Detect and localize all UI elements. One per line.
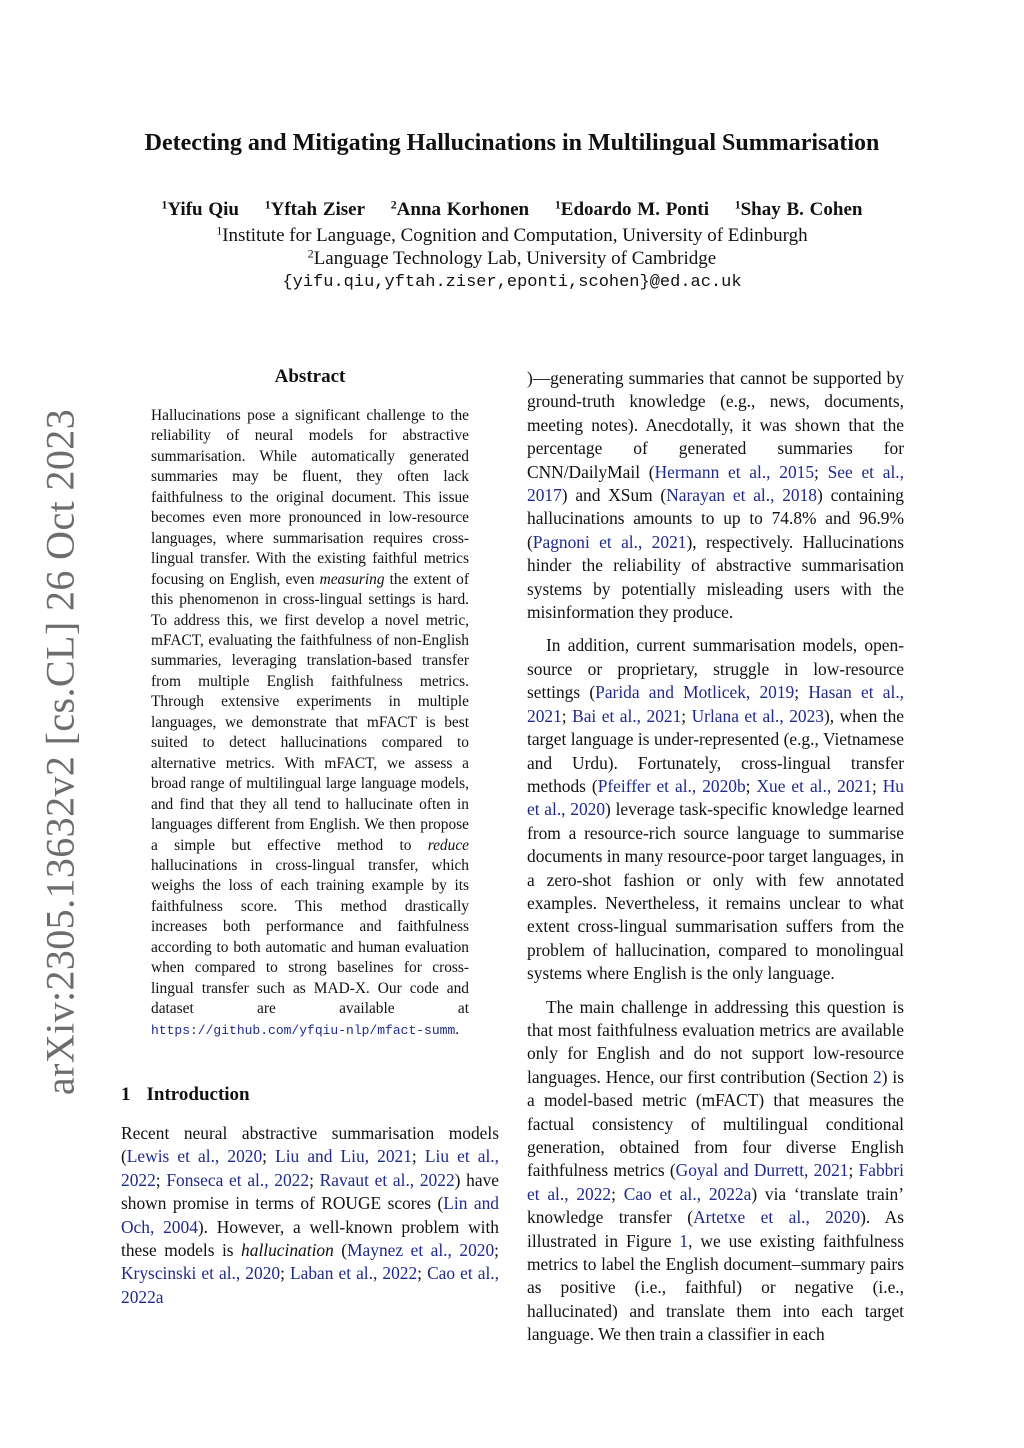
- abstract-body: Hallucinations pose a significant challenge to the reliability of neural models for abstractive summarisation. While automatically generated summaries may be fluent, they often lack faithfulness to the original document. This issue becomes even more pronounced in low-resource languages, where summarisation requires cross-lingual transfer. With the existing faithful metrics focusing on English, even measuring the extent of this phenomenon in cross-lingual settings is hard. To address this, we first develop a novel metric, mFACT, evaluating the faithfulness of non-English summaries, leveraging translation-based transfer from multiple English faithfulness metrics. Through extensive experiments in multiple languages, we demonstrate that mFACT is best suited to detect hallucinations compared to alternative metrics. With mFACT, we assess a broad range of multilingual large language models, and find that they all tend to hallucinate often in languages different from English. We then propose a simple but effective method to reduce hallucinations in cross-lingual transfer, which weighs the loss of each training example by its faithfulness score. This method drastically increases both performance and faithfulness according to both automatic and human evaluation when compared to strong baselines for cross-lingual transfer such as MAD-X. Our code and dataset are available at https://github.com/yfqiu-nlp/mfact-summ.: [151, 407, 469, 1038]
- citation-link[interactable]: Liu and Liu, 2021: [275, 1146, 412, 1167]
- citation-link[interactable]: Fonseca et al., 2022: [166, 1169, 310, 1190]
- section-heading-introduction: 1 Introduction: [121, 1084, 250, 1105]
- intro-p1-continuation: )—generating summaries that cannot be supported by ground-truth knowledge (e.g., news, documents, meeting notes). Anecdotally, it was shown that the percentage of generated summaries for CNN/DailyMail (Hermann et al., 2015; See et al., 2017) and XSum (Narayan et al., 2018) containing hallucinations amounts to up to 74.8% and 96.9% (Pagnoni et al., 2021), respectively. Hallucinations hinder the reliability of abstractive summarisation systems by potentially misleading users with the misinformation they produce.: [527, 368, 904, 623]
- paper-title: Detecting and Mitigating Hallucinations in Multilingual Summarisation: [144, 130, 880, 156]
- affiliation: $^2$Language Technology Lab, University of Cambridge: [307, 247, 717, 269]
- intro-paragraph-2: In addition, current summarisation models, open-source or proprietary, struggle in low-resource settings (Parida and Motlicek, 2019; Hasan et al., 2021; Bai et al., 2021; Urlana et al., 2023), when the target language is under-represented (e.g., Vietnamese and Urdu). Fortunately, cross-lingual transfer methods (Pfeiffer et al., 2020b; Xue et al., 2021; Hu et al., 2020) leverage task-specific knowledge learned from a resource-rich source language to summarise documents in many resource-poor target languages, in a zero-shot fashion or only with few annotated examples. Nevertheless, it remains unclear to what extent cross-lingual summarisation suffers from the problem of hallucination, compared to monolingual systems where English is the only language.: [527, 635, 905, 984]
- section-ref-link[interactable]: 2: [873, 1066, 882, 1087]
- abstract-heading: Abstract: [274, 366, 346, 387]
- intro-paragraph-3: The main challenge in addressing this question is that most faithfulness evaluation metrics are available only for English and do not support low-resource languages. Hence, our first contribution (Section 2) is a model-based metric (mFACT) that measures the factual consistency of multilingual conditional generation, obtained from four diverse English faithfulness metrics (Goyal and Durrett, 2021; Fabbri et al., 2022; Cao et al., 2022a) via ‘translate train’ knowledge transfer (Artetxe et al., 2020). As illustrated in Figure 1, we use existing faithfulness metrics to label the English document–summary pairs as positive (i.e., faithful) or negative (i.e., hallucinated) and translate them into each target language. We then train a classifier in each: [527, 996, 905, 1345]
- code-url-link[interactable]: https://github.com/yfqiu-nlp/mfact-summ: [151, 1022, 456, 1038]
- citation-link[interactable]: Bai et al., 2021: [572, 705, 682, 726]
- citation-link[interactable]: Xue et al., 2021: [756, 775, 872, 796]
- citation-link[interactable]: Liu et al., 2022: [121, 1146, 499, 1190]
- author: $^1$Yftah Ziser: [264, 198, 366, 220]
- citation-link[interactable]: Artetxe et al., 2020: [693, 1207, 861, 1228]
- citation-link[interactable]: Lin and Och, 2004: [121, 1193, 499, 1237]
- right-column: [527, 367, 904, 1357]
- figure-ref-link[interactable]: 1: [679, 1230, 689, 1251]
- citation-link[interactable]: Narayan et al., 2018: [666, 485, 818, 506]
- intro-paragraph-1-overflow: [527, 367, 904, 624]
- author: $^1$Shay B. Cohen: [734, 198, 863, 220]
- citation-link[interactable]: Fabbri et al., 2022: [527, 1160, 904, 1204]
- citation-link[interactable]: Hasan et al., 2021: [527, 682, 905, 726]
- citation-link[interactable]: Parida and Motlicek, 2019: [595, 682, 795, 703]
- arxiv-stamp: arXiv:2305.13632v2 [cs.CL] 26 Oct 2023: [37, 408, 83, 1096]
- citation-link[interactable]: Hermann et al., 2015: [654, 461, 815, 482]
- citation-link[interactable]: Hu et al., 2020: [527, 775, 905, 820]
- citation-link[interactable]: Maynez et al., 2020: [347, 1240, 495, 1261]
- citation-link[interactable]: Urlana et al., 2023: [691, 705, 824, 726]
- author: $^2$Anna Korhonen: [390, 198, 530, 220]
- citation-link[interactable]: Ravaut et al., 2022: [319, 1169, 455, 1190]
- author-emails: {yifu.qiu,yftah.ziser,eponti,scohen}@ed.ac.uk: [282, 273, 742, 292]
- author: $^1$Edoardo M. Ponti: [554, 198, 709, 220]
- citation-link[interactable]: Kryscinski et al., 2020: [121, 1263, 281, 1284]
- intro-paragraph-1: Recent neural abstractive summarisation models (Lewis et al., 2020; Liu and Liu, 2021; Liu et al., 2022; Fonseca et al., 2022; Ravaut et al., 2022) have shown promise in terms of ROUGE scores (Lin and Och, 2004). However, a well-known problem with these models is hallucination (Maynez et al., 2020; Kryscinski et al., 2020; Laban et al., 2022; Cao et al., 2022a: [121, 1123, 499, 1307]
- citation-link[interactable]: Laban et al., 2022: [289, 1263, 418, 1284]
- citation-link[interactable]: Cao et al., 2022a: [623, 1183, 752, 1204]
- citation-link[interactable]: Pfeiffer et al., 2020b: [597, 775, 746, 796]
- author-list: [0, 199, 1024, 221]
- affiliation: $^1$Institute for Language, Cognition and Computation, University of Edinburgh: [216, 224, 808, 246]
- citation-link[interactable]: See et al., 2017: [527, 461, 904, 506]
- citation-link[interactable]: Lewis et al., 2020: [126, 1146, 263, 1167]
- citation-link[interactable]: Goyal and Durrett, 2021: [675, 1160, 849, 1181]
- citation-link[interactable]: Pagnoni et al., 2021: [532, 531, 687, 552]
- author: $^1$Yifu Qiu: [161, 198, 239, 220]
- citation-link[interactable]: Cao et al., 2022a: [121, 1263, 499, 1307]
